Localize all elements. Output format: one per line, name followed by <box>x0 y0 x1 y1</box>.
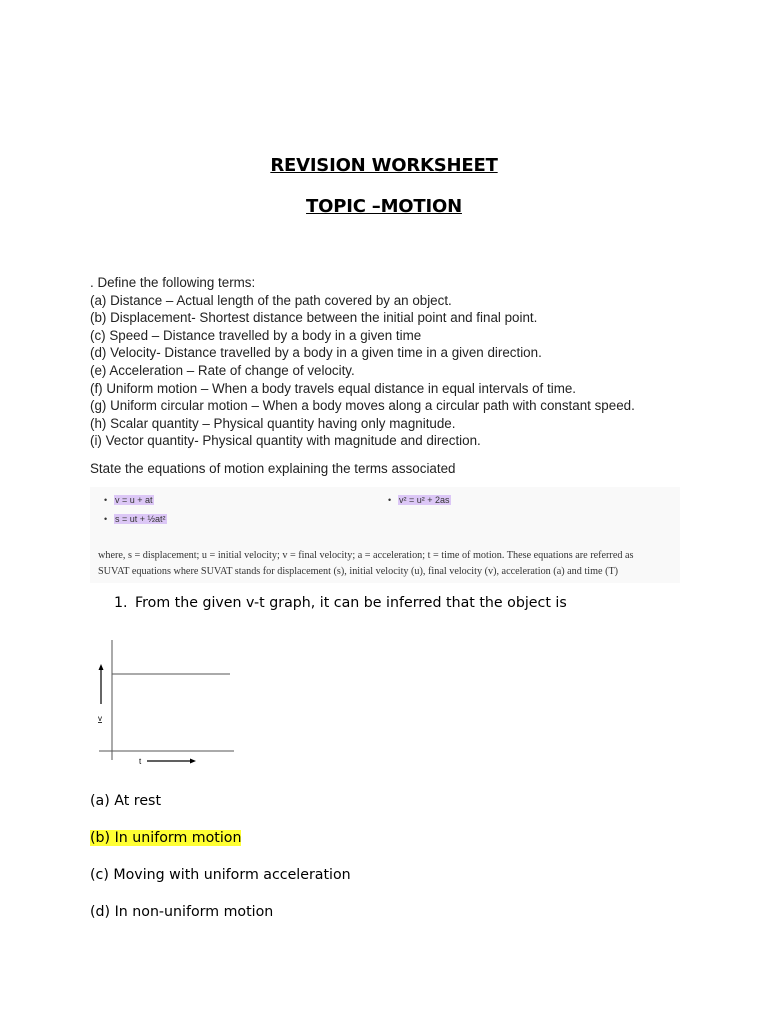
equation-second: s = ut + ½at² <box>115 514 166 524</box>
definition-item: (b) Displacement- Shortest distance between the initial point and final point. <box>90 310 538 326</box>
equation-third: v² = u² + 2as <box>399 495 450 505</box>
equation-first: v = u + at <box>115 495 153 505</box>
definition-item: (f) Uniform motion – When a body travels equal distance in equal intervals of time. <box>90 380 577 396</box>
explanation-line: where, s = displacement; u = initial velocity; v = final velocity; a = acceleration; t = time of motion. These equations are referred as <box>98 550 634 561</box>
equations-prompt: State the equations of motion explaining the terms associated <box>90 461 456 476</box>
equation-item <box>104 514 167 524</box>
definition-item: (g) Uniform circular motion – When a body moves along a circular path with constant speed. <box>90 398 635 414</box>
y-arrow-head <box>99 664 104 670</box>
equations-image <box>90 487 680 583</box>
definition-item: (i) Vector quantity- Physical quantity with magnitude and direction. <box>90 433 481 449</box>
explanation-line: SUVAT equations where SUVAT stands for displacement (s), initial velocity (u), final velocity (v), acceleration (a) and time (T) <box>98 565 619 577</box>
option-b-highlighted: (b) In uniform motion <box>90 830 242 846</box>
question-text: From the given v-t graph, it can be inferred that the object is <box>135 595 567 611</box>
worksheet-title: REVISION WORKSHEET <box>270 155 498 176</box>
definitions-section <box>90 274 690 450</box>
definition-item: (e) Acceleration – Rate of change of velocity. <box>90 362 355 378</box>
vt-graph <box>92 634 242 770</box>
equation-item <box>388 495 451 505</box>
option-a: (a) At rest <box>90 793 162 809</box>
equations-explanation <box>98 548 678 579</box>
x-arrow-head <box>190 759 196 764</box>
definition-item: (h) Scalar quantity – Physical quantity having only magnitude. <box>90 415 456 431</box>
equation-item <box>104 495 154 505</box>
option-d: (d) In non-uniform motion <box>90 904 274 920</box>
y-axis-label: v <box>98 714 102 723</box>
definition-item: (d) Velocity- Distance travelled by a body in a given time in a given direction. <box>90 345 542 361</box>
definition-item: (c) Speed – Distance travelled by a body in a given time <box>90 327 422 343</box>
bullet: • <box>104 495 108 505</box>
x-axis-label: t <box>139 757 142 766</box>
option-c: (c) Moving with uniform acceleration <box>90 867 351 883</box>
topic-title: TOPIC –MOTION <box>306 196 462 217</box>
bullet: • <box>104 514 108 524</box>
definitions-intro: . Define the following terms: <box>90 275 256 290</box>
question-1 <box>114 595 567 611</box>
definition-item: (a) Distance – Actual length of the path covered by an object. <box>90 292 452 308</box>
question-number: 1. <box>114 595 128 611</box>
bullet: • <box>388 495 392 505</box>
